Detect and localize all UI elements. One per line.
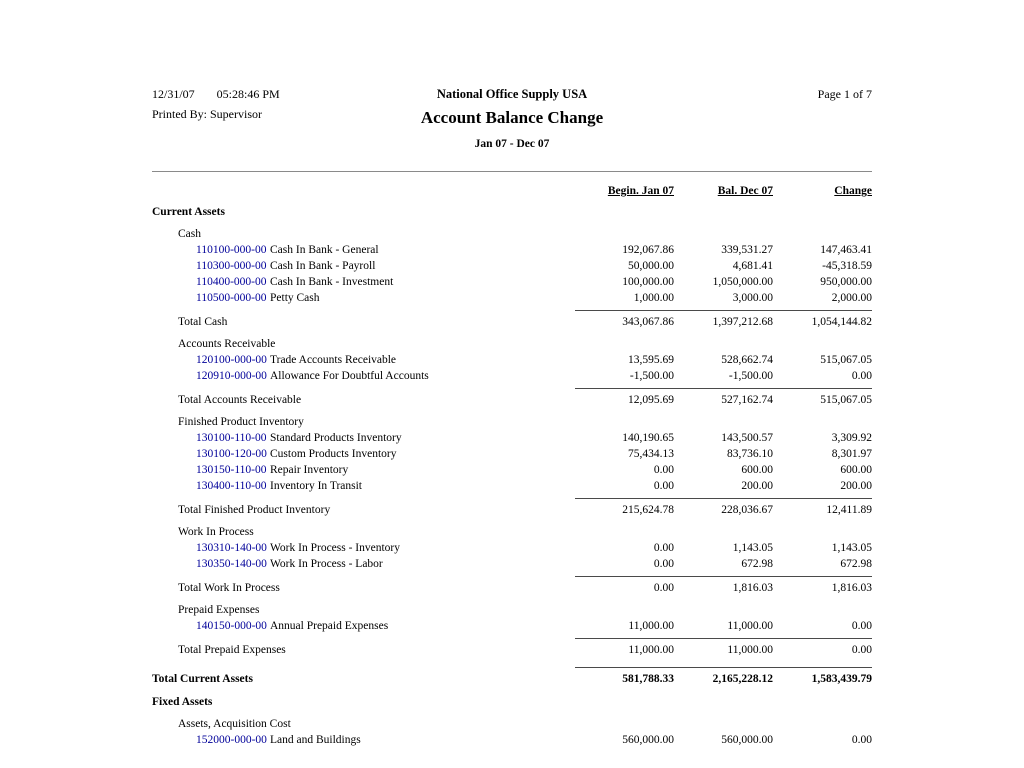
- report-row: [152, 716, 872, 732]
- row-left: [152, 524, 575, 540]
- amount-cell: 0.00: [653, 582, 674, 594]
- amount-cell: 0.00: [851, 644, 872, 656]
- report-row: [152, 368, 872, 384]
- row-label: Prepaid Expenses: [178, 604, 260, 616]
- column-header-change: Change: [834, 185, 872, 197]
- column-header-spacer: [152, 185, 575, 197]
- amount-cell: 3,000.00: [732, 292, 773, 304]
- report-rows: [152, 204, 872, 748]
- report-row: [152, 290, 872, 306]
- row-left: [152, 671, 575, 687]
- amount-cell: 672.98: [741, 558, 773, 570]
- amount-cell: 215,624.78: [622, 504, 674, 516]
- amount-columns: [575, 290, 872, 306]
- row-left: [152, 290, 575, 306]
- amount-cell: 2,165,228.12: [712, 673, 773, 685]
- report-row: [152, 618, 872, 634]
- amount-cell: 560,000.00: [721, 734, 773, 746]
- row-label: Total Current Assets: [152, 673, 253, 685]
- row-left: [152, 716, 575, 732]
- account-description: Cash In Bank - Investment: [270, 276, 394, 288]
- account-description: Cash In Bank - General: [270, 244, 379, 256]
- row-left: [152, 274, 575, 290]
- row-label: Fixed Assets: [152, 696, 213, 708]
- account-number-link[interactable]: 140150-000-00: [196, 620, 267, 632]
- report-period: Jan 07 - Dec 07: [474, 138, 550, 150]
- amount-cell: 0.00: [851, 370, 872, 382]
- column-headers: [152, 185, 872, 197]
- account-description: Petty Cash: [270, 292, 320, 304]
- amount-columns: [575, 638, 872, 658]
- report-row: [152, 388, 872, 408]
- row-label: Cash: [178, 228, 201, 240]
- amount-cell: 950,000.00: [820, 276, 872, 288]
- account-description: Work In Process - Inventory: [270, 542, 401, 554]
- row-left: [152, 732, 575, 748]
- amount-cell: 100,000.00: [622, 276, 674, 288]
- amount-cell: 75,434.13: [628, 448, 674, 460]
- row-left: [152, 392, 575, 408]
- row-label: Current Assets: [152, 206, 225, 218]
- amount-cell: 1,143.05: [831, 542, 872, 554]
- report-row: [152, 336, 872, 352]
- amount-columns: [575, 242, 872, 258]
- amount-cell: 140,190.65: [622, 432, 674, 444]
- amount-cell: 0.00: [851, 734, 872, 746]
- amount-columns: [575, 478, 872, 494]
- print-date: 12/31/07: [152, 87, 195, 101]
- report-row: [152, 602, 872, 618]
- row-left: [152, 446, 575, 462]
- row-label: Total Finished Product Inventory: [178, 504, 331, 516]
- amount-cell: 0.00: [653, 542, 674, 554]
- page-number: Page 1 of 7: [817, 87, 872, 101]
- row-left: [152, 694, 575, 710]
- account-number-link[interactable]: 110300-000-00: [196, 260, 267, 272]
- row-label: Work In Process: [178, 526, 254, 538]
- amount-cell: 11,000.00: [727, 620, 773, 632]
- account-number-link[interactable]: 130100-120-00: [196, 448, 267, 460]
- row-label: Assets, Acquisition Cost: [178, 718, 291, 730]
- printed-by: Printed By: Supervisor: [152, 107, 262, 121]
- header-rule: [152, 171, 872, 172]
- account-description: Inventory In Transit: [270, 480, 362, 492]
- report-row: [152, 556, 872, 572]
- report-row: [152, 540, 872, 556]
- amount-cell: 1,816.03: [732, 582, 773, 594]
- amount-cell: 528,662.74: [721, 354, 773, 366]
- account-number-link[interactable]: 110100-000-00: [196, 244, 267, 256]
- amount-cell: 11,000.00: [628, 620, 674, 632]
- row-label: Finished Product Inventory: [178, 416, 304, 428]
- account-number-link[interactable]: 120910-000-00: [196, 370, 267, 382]
- row-left: [152, 336, 575, 352]
- amount-cell: 339,531.27: [721, 244, 773, 256]
- amount-cell: -45,318.59: [822, 260, 872, 272]
- report-row: [152, 430, 872, 446]
- amount-columns: [575, 258, 872, 274]
- amount-columns: [575, 732, 872, 748]
- amount-cell: 1,143.05: [732, 542, 773, 554]
- amount-cell: 515,067.05: [820, 354, 872, 366]
- amount-cell: 1,583,439.79: [811, 673, 872, 685]
- report-row: [152, 576, 872, 596]
- account-number-link[interactable]: 120100-000-00: [196, 354, 267, 366]
- account-number-link[interactable]: 110400-000-00: [196, 276, 267, 288]
- report-row: [152, 204, 872, 220]
- account-number-link[interactable]: 130150-110-00: [196, 464, 267, 476]
- amount-cell: 515,067.05: [820, 394, 872, 406]
- amount-cell: -1,500.00: [728, 370, 773, 382]
- report-content: [152, 86, 872, 748]
- row-left: [152, 540, 575, 556]
- account-description: Trade Accounts Receivable: [270, 354, 397, 366]
- row-left: [152, 580, 575, 596]
- report-row: [152, 414, 872, 430]
- report-row: [152, 258, 872, 274]
- row-left: [152, 602, 575, 618]
- amount-cell: 228,036.67: [721, 504, 773, 516]
- header-center: [421, 86, 603, 151]
- account-description: Land and Buildings: [270, 734, 361, 746]
- amount-cell: 672.98: [840, 558, 872, 570]
- amount-columns: [575, 462, 872, 478]
- row-left: [152, 618, 575, 634]
- amount-cell: 1,816.03: [831, 582, 872, 594]
- account-number-link[interactable]: 130100-110-00: [196, 432, 267, 444]
- print-time: 05:28:46 PM: [216, 87, 280, 101]
- amount-cell: 0.00: [653, 464, 674, 476]
- row-label: Accounts Receivable: [178, 338, 276, 350]
- report-row: [152, 462, 872, 478]
- report-row: [152, 446, 872, 462]
- report-row: [152, 310, 872, 330]
- amount-cell: 1,397,212.68: [712, 316, 773, 328]
- account-description: Repair Inventory: [270, 464, 349, 476]
- amount-columns: [575, 556, 872, 572]
- amount-cell: 12,095.69: [628, 394, 674, 406]
- column-header-begin: Begin. Jan 07: [607, 185, 674, 197]
- header-left: [152, 86, 421, 122]
- print-date-time: [152, 86, 421, 102]
- amount-columns: [575, 618, 872, 634]
- header-right: [603, 86, 872, 102]
- amount-cell: 0.00: [653, 480, 674, 492]
- account-description: Standard Products Inventory: [270, 432, 402, 444]
- row-left: [152, 226, 575, 242]
- amount-cell: 50,000.00: [628, 260, 674, 272]
- account-description: Cash In Bank - Payroll: [270, 260, 376, 272]
- amount-cell: 581,788.33: [622, 673, 674, 685]
- report-row: [152, 694, 872, 710]
- amount-cell: 13,595.69: [628, 354, 674, 366]
- company-name: National Office Supply USA: [436, 87, 588, 101]
- amount-cell: 12,411.89: [826, 504, 872, 516]
- row-left: [152, 314, 575, 330]
- amount-cell: 0.00: [851, 620, 872, 632]
- row-left: [152, 368, 575, 384]
- amount-cell: 1,000.00: [633, 292, 674, 304]
- account-number-link[interactable]: 130400-110-00: [196, 480, 267, 492]
- amount-columns: [575, 430, 872, 446]
- amount-columns: [575, 352, 872, 368]
- amount-cell: 11,000.00: [727, 644, 773, 656]
- row-left: [152, 204, 575, 220]
- account-number-link[interactable]: 152000-000-00: [196, 734, 267, 746]
- row-label: Total Prepaid Expenses: [178, 644, 286, 656]
- report-row: [152, 638, 872, 658]
- row-left: [152, 242, 575, 258]
- report-title: Account Balance Change: [420, 108, 604, 127]
- account-description: Work In Process - Labor: [270, 558, 383, 570]
- amount-cell: 143,500.57: [721, 432, 773, 444]
- report-row: [152, 667, 872, 687]
- row-left: [152, 502, 575, 518]
- amount-cell: 200.00: [741, 480, 773, 492]
- amount-columns: [575, 576, 872, 596]
- amount-cell: -1,500.00: [629, 370, 674, 382]
- amount-cell: 83,736.10: [727, 448, 773, 460]
- report-row: [152, 352, 872, 368]
- report-header: [152, 86, 872, 151]
- amount-cell: 560,000.00: [622, 734, 674, 746]
- account-description: Allowance For Doubtful Accounts: [270, 370, 429, 382]
- row-left: [152, 352, 575, 368]
- row-left: [152, 462, 575, 478]
- account-number-link[interactable]: 130350-140-00: [196, 558, 267, 570]
- account-number-link[interactable]: 110500-000-00: [196, 292, 267, 304]
- amount-cell: 527,162.74: [721, 394, 773, 406]
- amount-columns: [575, 540, 872, 556]
- amount-cell: 2,000.00: [831, 292, 872, 304]
- row-label: Total Cash: [178, 316, 228, 328]
- report-row: [152, 226, 872, 242]
- amount-columns: [575, 388, 872, 408]
- row-left: [152, 414, 575, 430]
- amount-cell: 600.00: [741, 464, 773, 476]
- report-row: [152, 478, 872, 494]
- amount-cell: 11,000.00: [628, 644, 674, 656]
- amount-columns: [575, 446, 872, 462]
- report-row: [152, 274, 872, 290]
- amount-cell: 600.00: [840, 464, 872, 476]
- amount-cell: 1,054,144.82: [811, 316, 872, 328]
- account-number-link[interactable]: 130310-140-00: [196, 542, 267, 554]
- amount-cell: 200.00: [840, 480, 872, 492]
- amount-columns: [575, 274, 872, 290]
- amount-columns: [575, 310, 872, 330]
- amount-cell: 147,463.41: [820, 244, 872, 256]
- row-left: [152, 258, 575, 274]
- column-header-bal: Bal. Dec 07: [717, 185, 773, 197]
- amount-cell: 1,050,000.00: [712, 276, 773, 288]
- row-left: [152, 430, 575, 446]
- report-row: [152, 498, 872, 518]
- amount-columns: [575, 498, 872, 518]
- row-label: Total Work In Process: [178, 582, 280, 594]
- amount-cell: 0.00: [653, 558, 674, 570]
- account-description: Annual Prepaid Expenses: [270, 620, 389, 632]
- amount-columns: [575, 667, 872, 687]
- report-row: [152, 242, 872, 258]
- report-row: [152, 524, 872, 540]
- amount-cell: 192,067.86: [622, 244, 674, 256]
- amount-cell: 4,681.41: [732, 260, 773, 272]
- row-label: Total Accounts Receivable: [178, 394, 302, 406]
- row-left: [152, 642, 575, 658]
- amount-cell: 3,309.92: [831, 432, 872, 444]
- report-row: [152, 732, 872, 748]
- row-left: [152, 556, 575, 572]
- amount-cell: 8,301.97: [831, 448, 872, 460]
- account-description: Custom Products Inventory: [270, 448, 397, 460]
- amount-cell: 343,067.86: [622, 316, 674, 328]
- amount-columns: [575, 368, 872, 384]
- row-left: [152, 478, 575, 494]
